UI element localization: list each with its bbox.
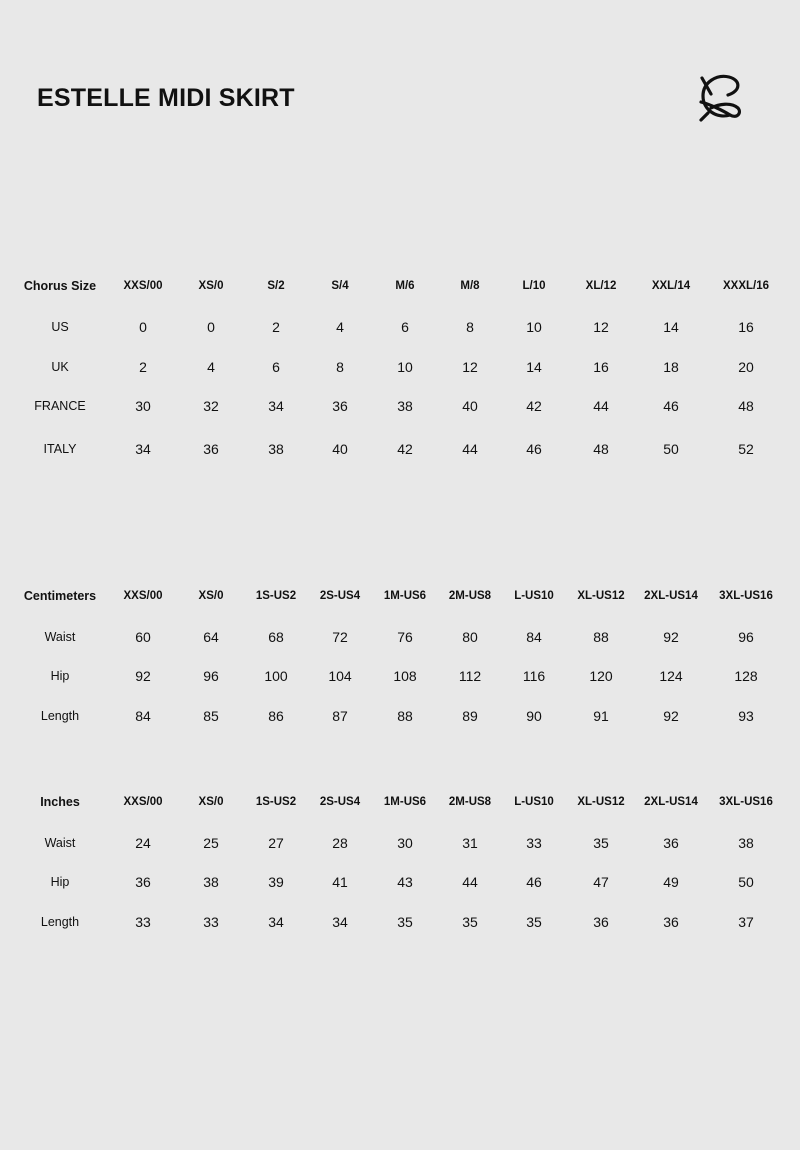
table-cell: 44 [462, 441, 478, 457]
row-label: Length [40, 709, 80, 723]
table-cell: 34 [268, 398, 284, 414]
table-cell: 38 [203, 874, 219, 890]
table-cell: 41 [332, 874, 348, 890]
row-label: Waist [44, 630, 76, 644]
row-label: UK [51, 360, 69, 374]
column-header: XL-US12 [577, 796, 625, 808]
row-label: Hip [50, 669, 70, 683]
table-cell: 124 [659, 668, 683, 684]
table-header-row [0, 790, 800, 814]
table-cell: 16 [593, 359, 609, 375]
table-cell: 20 [738, 359, 754, 375]
table-cell: 33 [203, 914, 219, 930]
table-row [0, 831, 800, 855]
table-cell: 46 [663, 398, 679, 414]
table-cell: 96 [738, 629, 754, 645]
table-cell: 39 [268, 874, 284, 890]
page-title: ESTELLE MIDI SKIRT [37, 84, 295, 112]
table-cell: 50 [738, 874, 754, 890]
table-cell: 33 [135, 914, 151, 930]
table-cell: 87 [332, 708, 348, 724]
table-row [0, 870, 800, 894]
column-header: 2S-US4 [319, 590, 361, 602]
table-cell: 60 [135, 629, 151, 645]
table-cell: 42 [526, 398, 542, 414]
table-cell: 36 [663, 914, 679, 930]
column-header: L/10 [522, 280, 546, 292]
table-row [0, 437, 800, 461]
table-cell: 50 [663, 441, 679, 457]
table-cell: 76 [397, 629, 413, 645]
brand-monogram-icon [697, 72, 743, 124]
table-cell: 35 [397, 914, 413, 930]
table-cell: 96 [203, 668, 219, 684]
table-cell: 80 [462, 629, 478, 645]
column-header: 2XL-US14 [644, 590, 698, 602]
column-header: Inches [40, 795, 80, 809]
column-header: 2XL-US14 [644, 796, 698, 808]
table-row [0, 625, 800, 649]
column-header: XXS/00 [123, 280, 163, 292]
table-cell: 47 [593, 874, 609, 890]
table-cell: 84 [526, 629, 542, 645]
table-cell: 30 [397, 835, 413, 851]
table-cell: 86 [268, 708, 284, 724]
table-row [0, 910, 800, 934]
table-cell: 36 [203, 441, 219, 457]
column-header: XL-US12 [577, 590, 625, 602]
table-cell: 2 [139, 359, 147, 375]
table-cell: 0 [207, 319, 215, 335]
table-cell: 4 [336, 319, 344, 335]
row-label: FRANCE [34, 399, 86, 413]
column-header: S/2 [267, 280, 285, 292]
table-cell: 36 [135, 874, 151, 890]
table-cell: 91 [593, 708, 609, 724]
column-header: 3XL-US16 [719, 796, 773, 808]
table-cell: 25 [203, 835, 219, 851]
column-header: XS/0 [198, 796, 224, 808]
table-cell: 34 [135, 441, 151, 457]
table-cell: 14 [663, 319, 679, 335]
column-header: XXS/00 [123, 590, 163, 602]
table-cell: 12 [462, 359, 478, 375]
table-row [0, 664, 800, 688]
table-cell: 27 [268, 835, 284, 851]
table-cell: 52 [738, 441, 754, 457]
table-cell: 44 [593, 398, 609, 414]
table-cell: 48 [738, 398, 754, 414]
table-row [0, 394, 800, 418]
table-cell: 6 [272, 359, 280, 375]
column-header: 2M-US8 [448, 796, 492, 808]
table-cell: 35 [526, 914, 542, 930]
table-cell: 38 [268, 441, 284, 457]
table-cell: 28 [332, 835, 348, 851]
table-cell: 68 [268, 629, 284, 645]
column-header: M/8 [460, 280, 480, 292]
table-cell: 46 [526, 441, 542, 457]
table-cell: 35 [593, 835, 609, 851]
column-header: S/4 [331, 280, 349, 292]
table-cell: 64 [203, 629, 219, 645]
table-cell: 48 [593, 441, 609, 457]
column-header: 1M-US6 [383, 796, 427, 808]
table-cell: 116 [522, 668, 546, 684]
row-label: Length [40, 915, 80, 929]
table-cell: 36 [663, 835, 679, 851]
table-cell: 37 [738, 914, 754, 930]
column-header: 3XL-US16 [719, 590, 773, 602]
column-header: Centimeters [23, 589, 97, 603]
table-cell: 104 [328, 668, 352, 684]
row-label: Waist [44, 836, 76, 850]
table-cell: 85 [203, 708, 219, 724]
table-cell: 8 [466, 319, 474, 335]
table-cell: 100 [264, 668, 288, 684]
column-header: XS/0 [198, 590, 224, 602]
table-cell: 42 [397, 441, 413, 457]
column-header: 2M-US8 [448, 590, 492, 602]
column-header: XS/0 [198, 280, 224, 292]
table-cell: 14 [526, 359, 542, 375]
table-cell: 36 [332, 398, 348, 414]
column-header: L-US10 [514, 796, 554, 808]
table-header-row [0, 274, 800, 298]
column-header: 2S-US4 [319, 796, 361, 808]
table-cell: 38 [738, 835, 754, 851]
table-cell: 92 [135, 668, 151, 684]
table-cell: 34 [268, 914, 284, 930]
column-header: XXS/00 [123, 796, 163, 808]
table-row [0, 355, 800, 379]
table-cell: 33 [526, 835, 542, 851]
column-header: L-US10 [514, 590, 554, 602]
column-header: XXXL/16 [722, 280, 770, 292]
table-cell: 46 [526, 874, 542, 890]
table-cell: 112 [458, 668, 482, 684]
table-row [0, 704, 800, 728]
table-cell: 18 [663, 359, 679, 375]
column-header: M/6 [395, 280, 415, 292]
table-cell: 31 [462, 835, 478, 851]
table-cell: 36 [593, 914, 609, 930]
table-cell: 10 [526, 319, 542, 335]
table-cell: 84 [135, 708, 151, 724]
table-cell: 4 [207, 359, 215, 375]
column-header: XL/12 [585, 280, 617, 292]
table-cell: 32 [203, 398, 219, 414]
table-cell: 88 [593, 629, 609, 645]
table-cell: 89 [462, 708, 478, 724]
table-cell: 93 [738, 708, 754, 724]
table-cell: 49 [663, 874, 679, 890]
table-cell: 35 [462, 914, 478, 930]
table-cell: 88 [397, 708, 413, 724]
table-cell: 2 [272, 319, 280, 335]
table-cell: 40 [462, 398, 478, 414]
row-label: US [51, 320, 69, 334]
table-cell: 43 [397, 874, 413, 890]
table-cell: 40 [332, 441, 348, 457]
table-cell: 16 [738, 319, 754, 335]
table-cell: 8 [336, 359, 344, 375]
table-header-row [0, 584, 800, 608]
table-cell: 108 [393, 668, 417, 684]
column-header: 1S-US2 [255, 590, 297, 602]
column-header: Chorus Size [23, 279, 97, 293]
table-cell: 0 [139, 319, 147, 335]
table-cell: 30 [135, 398, 151, 414]
table-cell: 92 [663, 629, 679, 645]
table-cell: 120 [589, 668, 613, 684]
table-cell: 90 [526, 708, 542, 724]
column-header: 1S-US2 [255, 796, 297, 808]
table-cell: 24 [135, 835, 151, 851]
column-header: XXL/14 [651, 280, 691, 292]
table-cell: 92 [663, 708, 679, 724]
table-cell: 34 [332, 914, 348, 930]
table-cell: 38 [397, 398, 413, 414]
table-cell: 128 [734, 668, 758, 684]
table-row [0, 315, 800, 339]
row-label: Hip [50, 875, 70, 889]
table-cell: 44 [462, 874, 478, 890]
table-cell: 10 [397, 359, 413, 375]
table-cell: 72 [332, 629, 348, 645]
table-cell: 6 [401, 319, 409, 335]
column-header: 1M-US6 [383, 590, 427, 602]
row-label: ITALY [43, 442, 77, 456]
table-cell: 12 [593, 319, 609, 335]
